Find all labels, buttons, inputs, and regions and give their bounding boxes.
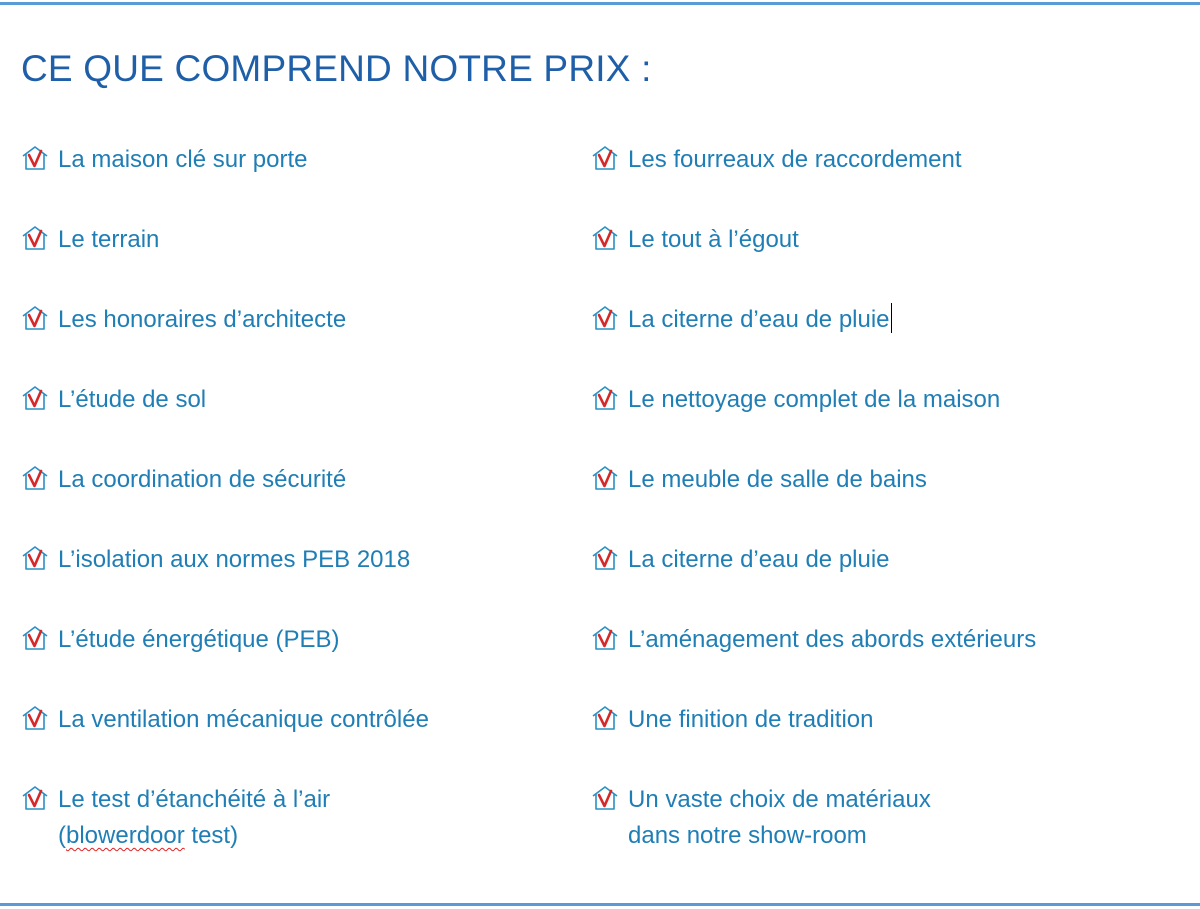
item-label: Les honoraires d’architecte [58, 306, 347, 333]
house-checkmark-icon [20, 144, 50, 172]
item-label: La citerne d’eau de pluie [628, 546, 890, 573]
list-item [20, 222, 159, 258]
item-label: La maison clé sur porte [58, 146, 308, 173]
item-label: La citerne d’eau de pluie [628, 306, 890, 333]
house-checkmark-icon [20, 544, 50, 572]
misspelled-word[interactable]: blowerdoor [66, 822, 185, 849]
house-checkmark-icon [20, 224, 50, 252]
list-item [590, 542, 890, 578]
item-label: Le meuble de salle de bains [628, 466, 927, 493]
list-item [20, 542, 410, 578]
item-text[interactable] [628, 302, 892, 338]
list-item [20, 782, 330, 854]
item-label: L’étude énergétique (PEB) [58, 626, 340, 653]
list-item [20, 302, 346, 338]
house-checkmark-icon [590, 704, 620, 732]
list-item [590, 702, 873, 738]
item-label: Les fourreaux de raccordement [628, 146, 962, 173]
list-item [590, 302, 892, 338]
house-checkmark-icon [590, 384, 620, 412]
list-item [20, 702, 429, 738]
list-item [20, 382, 206, 418]
item-label-continuation: dans notre show-room [628, 822, 867, 849]
page-title: CE QUE COMPREND NOTRE PRIX : [21, 48, 652, 89]
open-paren: ( [58, 822, 66, 849]
list-item [590, 382, 1000, 418]
item-label: Le test d’étanchéité à l’air [58, 786, 331, 813]
house-checkmark-icon [590, 224, 620, 252]
item-label: La coordination de sécurité [58, 466, 347, 493]
list-item [20, 622, 340, 658]
item-label: Le nettoyage complet de la maison [628, 386, 1001, 413]
list-item [590, 222, 799, 258]
item-label: Un vaste choix de matériaux [628, 786, 931, 813]
top-rule [0, 2, 1200, 5]
house-checkmark-icon [20, 624, 50, 652]
item-label: Le terrain [58, 226, 160, 253]
text-cursor [891, 303, 892, 333]
list-item [20, 142, 307, 178]
list-item [590, 142, 962, 178]
item-label: Le tout à l’égout [628, 226, 799, 253]
house-checkmark-icon [20, 464, 50, 492]
house-checkmark-icon [590, 624, 620, 652]
house-checkmark-icon [590, 304, 620, 332]
house-checkmark-icon [20, 304, 50, 332]
item-text [628, 782, 931, 854]
item-label-continuation [58, 818, 330, 854]
list-item [590, 782, 931, 854]
house-checkmark-icon [590, 784, 620, 812]
item-text [58, 782, 330, 854]
list-item [20, 462, 346, 498]
house-checkmark-icon [20, 384, 50, 412]
bottom-rule [0, 903, 1200, 906]
house-checkmark-icon [20, 784, 50, 812]
house-checkmark-icon [20, 704, 50, 732]
item-label: L’étude de sol [58, 386, 207, 413]
item-label: Une finition de tradition [628, 706, 874, 733]
house-checkmark-icon [590, 464, 620, 492]
house-checkmark-icon [590, 544, 620, 572]
list-item [590, 462, 927, 498]
item-label: L’aménagement des abords extérieurs [628, 626, 1037, 653]
item-label: La ventilation mécanique contrôlée [58, 706, 429, 733]
list-item [590, 622, 1036, 658]
item-label-rest: test) [184, 822, 239, 849]
item-label: L’isolation aux normes PEB 2018 [58, 546, 411, 573]
house-checkmark-icon [590, 144, 620, 172]
